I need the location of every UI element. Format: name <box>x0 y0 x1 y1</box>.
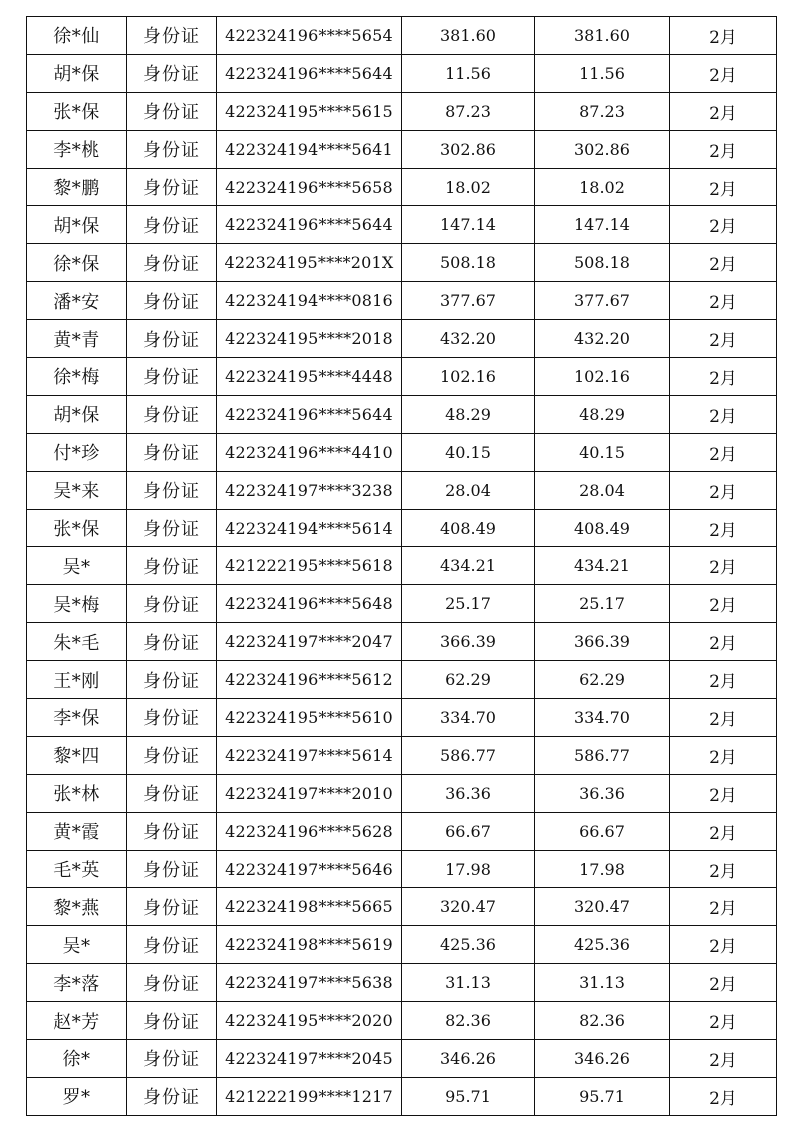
table-row <box>27 282 777 320</box>
table-row <box>27 17 777 55</box>
name-cell: 黄*青 <box>27 320 127 358</box>
id-number-cell: 422324196****5658 <box>217 168 402 206</box>
id-number-cell: 421222195****5618 <box>217 547 402 585</box>
amount-issued-cell: 377.67 <box>535 282 670 320</box>
id-number-cell: 422324195****2020 <box>217 1002 402 1040</box>
month-cell: 2月 <box>670 736 777 774</box>
id-type-cell: 身份证 <box>127 699 217 737</box>
id-number-cell: 422324195****5615 <box>217 92 402 130</box>
month-cell: 2月 <box>670 1002 777 1040</box>
name-cell: 李*桃 <box>27 130 127 168</box>
name-cell: 徐* <box>27 1040 127 1078</box>
name-cell: 徐*梅 <box>27 358 127 396</box>
id-number-cell: 422324196****5612 <box>217 661 402 699</box>
amount-cell: 66.67 <box>402 812 535 850</box>
table-row <box>27 774 777 812</box>
id-number-cell: 421222199****1217 <box>217 1077 402 1115</box>
id-type-cell: 身份证 <box>127 54 217 92</box>
amount-issued-cell: 28.04 <box>535 471 670 509</box>
amount-cell: 377.67 <box>402 282 535 320</box>
month-cell: 2月 <box>670 282 777 320</box>
id-number-cell: 422324197****5614 <box>217 736 402 774</box>
month-cell: 2月 <box>670 888 777 926</box>
id-number-cell: 422324195****201X <box>217 244 402 282</box>
id-type-cell: 身份证 <box>127 92 217 130</box>
id-type-cell: 身份证 <box>127 812 217 850</box>
month-cell: 2月 <box>670 168 777 206</box>
table-row <box>27 509 777 547</box>
id-type-cell: 身份证 <box>127 850 217 888</box>
amount-issued-cell: 95.71 <box>535 1077 670 1115</box>
amount-issued-cell: 66.67 <box>535 812 670 850</box>
amount-cell: 11.56 <box>402 54 535 92</box>
amount-issued-cell: 36.36 <box>535 774 670 812</box>
id-type-cell: 身份证 <box>127 1077 217 1115</box>
table-row <box>27 1002 777 1040</box>
month-cell: 2月 <box>670 395 777 433</box>
amount-issued-cell: 302.86 <box>535 130 670 168</box>
amount-issued-cell: 87.23 <box>535 92 670 130</box>
amount-cell: 432.20 <box>402 320 535 358</box>
name-cell: 李*落 <box>27 964 127 1002</box>
amount-cell: 25.17 <box>402 585 535 623</box>
amount-cell: 346.26 <box>402 1040 535 1078</box>
amount-issued-cell: 17.98 <box>535 850 670 888</box>
amount-issued-cell: 434.21 <box>535 547 670 585</box>
month-cell: 2月 <box>670 509 777 547</box>
id-number-cell: 422324198****5665 <box>217 888 402 926</box>
table-row <box>27 358 777 396</box>
amount-cell: 31.13 <box>402 964 535 1002</box>
table-row <box>27 812 777 850</box>
table-row <box>27 699 777 737</box>
month-cell: 2月 <box>670 320 777 358</box>
month-cell: 2月 <box>670 699 777 737</box>
name-cell: 徐*保 <box>27 244 127 282</box>
id-number-cell: 422324197****5646 <box>217 850 402 888</box>
amount-issued-cell: 31.13 <box>535 964 670 1002</box>
amount-cell: 82.36 <box>402 1002 535 1040</box>
month-cell: 2月 <box>670 358 777 396</box>
month-cell: 2月 <box>670 850 777 888</box>
amount-issued-cell: 366.39 <box>535 623 670 661</box>
name-cell: 吴* <box>27 547 127 585</box>
id-type-cell: 身份证 <box>127 320 217 358</box>
month-cell: 2月 <box>670 471 777 509</box>
amount-cell: 147.14 <box>402 206 535 244</box>
name-cell: 黎*四 <box>27 736 127 774</box>
amount-issued-cell: 48.29 <box>535 395 670 433</box>
amount-issued-cell: 432.20 <box>535 320 670 358</box>
amount-cell: 508.18 <box>402 244 535 282</box>
amount-issued-cell: 586.77 <box>535 736 670 774</box>
month-cell: 2月 <box>670 433 777 471</box>
amount-issued-cell: 334.70 <box>535 699 670 737</box>
amount-cell: 18.02 <box>402 168 535 206</box>
amount-cell: 87.23 <box>402 92 535 130</box>
name-cell: 吴* <box>27 926 127 964</box>
table-row <box>27 433 777 471</box>
amount-cell: 95.71 <box>402 1077 535 1115</box>
table-row <box>27 1040 777 1078</box>
month-cell: 2月 <box>670 547 777 585</box>
month-cell: 2月 <box>670 244 777 282</box>
table-row <box>27 206 777 244</box>
table-body <box>27 17 777 1116</box>
id-number-cell: 422324197****3238 <box>217 471 402 509</box>
table-row <box>27 471 777 509</box>
table-row <box>27 585 777 623</box>
amount-cell: 320.47 <box>402 888 535 926</box>
amount-cell: 36.36 <box>402 774 535 812</box>
month-cell: 2月 <box>670 585 777 623</box>
name-cell: 毛*英 <box>27 850 127 888</box>
amount-cell: 434.21 <box>402 547 535 585</box>
id-number-cell: 422324195****2018 <box>217 320 402 358</box>
table-row <box>27 130 777 168</box>
id-number-cell: 422324198****5619 <box>217 926 402 964</box>
subsidy-table <box>26 16 777 1116</box>
name-cell: 张*林 <box>27 774 127 812</box>
amount-issued-cell: 82.36 <box>535 1002 670 1040</box>
id-type-cell: 身份证 <box>127 471 217 509</box>
name-cell: 胡*保 <box>27 395 127 433</box>
amount-issued-cell: 11.56 <box>535 54 670 92</box>
id-type-cell: 身份证 <box>127 964 217 1002</box>
amount-issued-cell: 320.47 <box>535 888 670 926</box>
name-cell: 黄*霞 <box>27 812 127 850</box>
name-cell: 黎*鹏 <box>27 168 127 206</box>
id-number-cell: 422324196****5654 <box>217 17 402 55</box>
amount-cell: 302.86 <box>402 130 535 168</box>
table-row <box>27 623 777 661</box>
id-number-cell: 422324194****5641 <box>217 130 402 168</box>
month-cell: 2月 <box>670 812 777 850</box>
amount-issued-cell: 18.02 <box>535 168 670 206</box>
amount-issued-cell: 102.16 <box>535 358 670 396</box>
amount-issued-cell: 408.49 <box>535 509 670 547</box>
name-cell: 吴*来 <box>27 471 127 509</box>
amount-issued-cell: 40.15 <box>535 433 670 471</box>
amount-cell: 586.77 <box>402 736 535 774</box>
table-row <box>27 850 777 888</box>
amount-cell: 102.16 <box>402 358 535 396</box>
amount-cell: 425.36 <box>402 926 535 964</box>
table-row <box>27 661 777 699</box>
amount-issued-cell: 346.26 <box>535 1040 670 1078</box>
id-type-cell: 身份证 <box>127 661 217 699</box>
name-cell: 罗* <box>27 1077 127 1115</box>
id-number-cell: 422324197****2045 <box>217 1040 402 1078</box>
month-cell: 2月 <box>670 17 777 55</box>
name-cell: 张*保 <box>27 509 127 547</box>
id-type-cell: 身份证 <box>127 130 217 168</box>
table-row <box>27 547 777 585</box>
id-type-cell: 身份证 <box>127 888 217 926</box>
table-row <box>27 736 777 774</box>
table-row <box>27 168 777 206</box>
amount-cell: 381.60 <box>402 17 535 55</box>
amount-cell: 28.04 <box>402 471 535 509</box>
id-number-cell: 422324197****5638 <box>217 964 402 1002</box>
amount-cell: 40.15 <box>402 433 535 471</box>
id-type-cell: 身份证 <box>127 168 217 206</box>
month-cell: 2月 <box>670 774 777 812</box>
id-type-cell: 身份证 <box>127 547 217 585</box>
name-cell: 胡*保 <box>27 54 127 92</box>
id-number-cell: 422324195****5610 <box>217 699 402 737</box>
id-type-cell: 身份证 <box>127 244 217 282</box>
amount-cell: 408.49 <box>402 509 535 547</box>
table-row <box>27 54 777 92</box>
id-type-cell: 身份证 <box>127 1002 217 1040</box>
table-row <box>27 964 777 1002</box>
amount-cell: 366.39 <box>402 623 535 661</box>
id-type-cell: 身份证 <box>127 395 217 433</box>
table-row <box>27 92 777 130</box>
month-cell: 2月 <box>670 926 777 964</box>
name-cell: 胡*保 <box>27 206 127 244</box>
id-number-cell: 422324195****4448 <box>217 358 402 396</box>
month-cell: 2月 <box>670 206 777 244</box>
amount-issued-cell: 147.14 <box>535 206 670 244</box>
month-cell: 2月 <box>670 92 777 130</box>
amount-issued-cell: 25.17 <box>535 585 670 623</box>
table-row <box>27 395 777 433</box>
table-row <box>27 1077 777 1115</box>
month-cell: 2月 <box>670 1077 777 1115</box>
name-cell: 李*保 <box>27 699 127 737</box>
id-type-cell: 身份证 <box>127 509 217 547</box>
table-row <box>27 244 777 282</box>
id-type-cell: 身份证 <box>127 206 217 244</box>
name-cell: 张*保 <box>27 92 127 130</box>
amount-issued-cell: 62.29 <box>535 661 670 699</box>
name-cell: 黎*燕 <box>27 888 127 926</box>
id-number-cell: 422324196****5648 <box>217 585 402 623</box>
name-cell: 王*刚 <box>27 661 127 699</box>
name-cell: 付*珍 <box>27 433 127 471</box>
name-cell: 朱*毛 <box>27 623 127 661</box>
month-cell: 2月 <box>670 964 777 1002</box>
month-cell: 2月 <box>670 623 777 661</box>
id-type-cell: 身份证 <box>127 623 217 661</box>
id-type-cell: 身份证 <box>127 433 217 471</box>
id-number-cell: 422324197****2010 <box>217 774 402 812</box>
amount-issued-cell: 508.18 <box>535 244 670 282</box>
amount-cell: 62.29 <box>402 661 535 699</box>
name-cell: 吴*梅 <box>27 585 127 623</box>
id-type-cell: 身份证 <box>127 585 217 623</box>
id-type-cell: 身份证 <box>127 926 217 964</box>
table-row <box>27 888 777 926</box>
amount-cell: 48.29 <box>402 395 535 433</box>
month-cell: 2月 <box>670 54 777 92</box>
id-number-cell: 422324196****5644 <box>217 395 402 433</box>
amount-cell: 334.70 <box>402 699 535 737</box>
month-cell: 2月 <box>670 130 777 168</box>
id-number-cell: 422324194****5614 <box>217 509 402 547</box>
id-type-cell: 身份证 <box>127 17 217 55</box>
id-type-cell: 身份证 <box>127 358 217 396</box>
id-number-cell: 422324196****5628 <box>217 812 402 850</box>
id-number-cell: 422324196****5644 <box>217 206 402 244</box>
id-type-cell: 身份证 <box>127 774 217 812</box>
month-cell: 2月 <box>670 1040 777 1078</box>
month-cell: 2月 <box>670 661 777 699</box>
id-number-cell: 422324194****0816 <box>217 282 402 320</box>
amount-cell: 17.98 <box>402 850 535 888</box>
table-row <box>27 320 777 358</box>
name-cell: 赵*芳 <box>27 1002 127 1040</box>
amount-issued-cell: 425.36 <box>535 926 670 964</box>
name-cell: 潘*安 <box>27 282 127 320</box>
id-number-cell: 422324196****5644 <box>217 54 402 92</box>
id-type-cell: 身份证 <box>127 1040 217 1078</box>
amount-issued-cell: 381.60 <box>535 17 670 55</box>
id-number-cell: 422324197****2047 <box>217 623 402 661</box>
table-row <box>27 926 777 964</box>
id-type-cell: 身份证 <box>127 736 217 774</box>
name-cell: 徐*仙 <box>27 17 127 55</box>
id-number-cell: 422324196****4410 <box>217 433 402 471</box>
id-type-cell: 身份证 <box>127 282 217 320</box>
